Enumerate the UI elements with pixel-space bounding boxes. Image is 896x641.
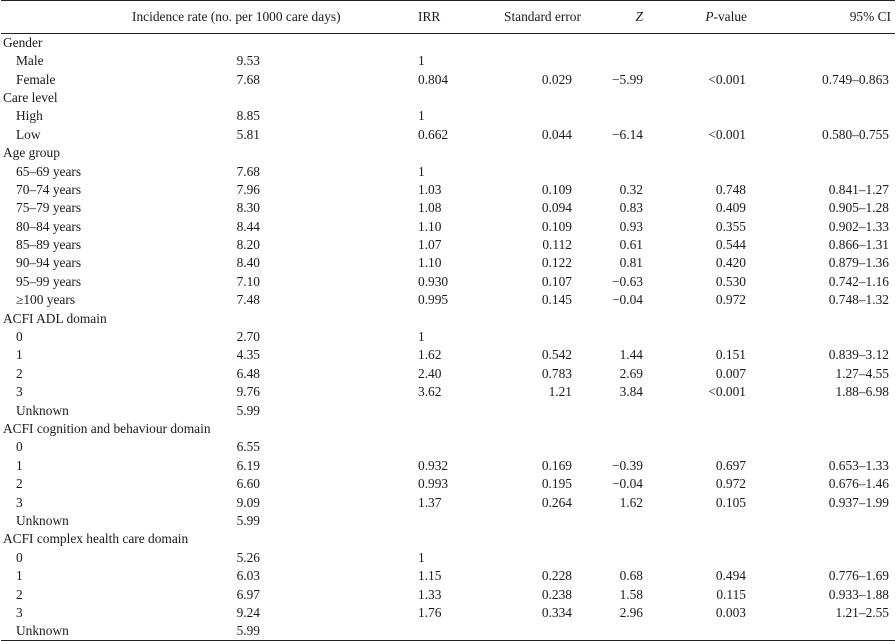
z-cell: 3.84 bbox=[619, 384, 643, 400]
row-label: Male bbox=[16, 53, 44, 69]
z-cell bbox=[583, 107, 667, 125]
confidence-interval-cell: 0.776–1.69 bbox=[828, 568, 889, 584]
p-value-cell: 0.544 bbox=[715, 237, 746, 253]
z-cell bbox=[583, 328, 667, 346]
z-cell: 0.32 bbox=[619, 181, 643, 197]
group-header-row bbox=[1, 89, 895, 107]
group-label: Gender bbox=[3, 35, 43, 50]
confidence-interval-cell: 0.748–1.32 bbox=[828, 292, 889, 308]
z-cell: −6.14 bbox=[612, 126, 643, 142]
table-row bbox=[1, 604, 895, 622]
incidence-rate-cell: 9.76 bbox=[236, 384, 260, 400]
incidence-rate-cell: 7.68 bbox=[236, 71, 260, 87]
table-row bbox=[1, 493, 895, 511]
irr-cell: 0.995 bbox=[418, 292, 449, 308]
z-cell: 0.83 bbox=[619, 200, 643, 216]
confidence-interval-cell bbox=[763, 107, 895, 125]
irr-cell: 1 bbox=[418, 53, 425, 69]
confidence-interval-cell: 0.866–1.31 bbox=[828, 237, 889, 253]
table-row bbox=[1, 475, 895, 493]
row-label: 90–94 years bbox=[16, 255, 82, 271]
z-cell: 1.58 bbox=[619, 586, 643, 602]
group-label: Age group bbox=[3, 145, 60, 161]
p-value-cell: 0.530 bbox=[715, 273, 746, 289]
p-value-cell bbox=[667, 328, 763, 346]
p-value-cell: 0.409 bbox=[715, 200, 746, 216]
confidence-interval-cell bbox=[763, 438, 895, 456]
irr-cell: 1.08 bbox=[418, 200, 442, 216]
incidence-rate-cell: 2.70 bbox=[236, 329, 260, 345]
table-row bbox=[1, 70, 895, 88]
z-cell: 0.81 bbox=[619, 255, 643, 271]
standard-error-cell: 0.109 bbox=[541, 218, 572, 234]
standard-error-cell: 0.334 bbox=[541, 604, 572, 620]
table-row bbox=[1, 162, 895, 180]
standard-error-cell: 0.044 bbox=[541, 126, 572, 142]
standard-error-cell: 0.145 bbox=[541, 292, 572, 308]
header-z-label: Z bbox=[635, 9, 643, 24]
standard-error-cell bbox=[478, 401, 583, 419]
standard-error-cell: 0.094 bbox=[541, 200, 572, 216]
header-z bbox=[583, 1, 667, 34]
z-cell: −0.63 bbox=[612, 273, 643, 289]
z-cell: 0.93 bbox=[619, 218, 643, 234]
row-label: Unknown bbox=[16, 402, 69, 418]
incidence-rate-cell: 5.81 bbox=[236, 126, 260, 142]
confidence-interval-cell bbox=[763, 622, 895, 641]
z-cell: −0.39 bbox=[612, 457, 643, 473]
irr-cell: 1.33 bbox=[418, 586, 442, 602]
standard-error-cell: 0.122 bbox=[541, 255, 572, 271]
table-row bbox=[1, 181, 895, 199]
z-cell: 1.62 bbox=[619, 494, 643, 510]
incidence-rate-cell: 8.30 bbox=[236, 200, 260, 216]
confidence-interval-cell: 0.879–1.36 bbox=[828, 255, 889, 271]
standard-error-cell bbox=[478, 438, 583, 456]
table-row bbox=[1, 291, 895, 309]
row-label: 3 bbox=[16, 494, 23, 510]
z-cell: −0.04 bbox=[612, 292, 643, 308]
standard-error-cell: 0.029 bbox=[541, 71, 572, 87]
confidence-interval-cell: 0.749–0.863 bbox=[822, 71, 889, 87]
row-label: 0 bbox=[16, 329, 23, 345]
irr-cell: 0.662 bbox=[418, 126, 449, 142]
confidence-interval-cell: 0.905–1.28 bbox=[828, 200, 889, 216]
group-header-row bbox=[1, 420, 895, 438]
incidence-rate-cell: 9.09 bbox=[236, 494, 260, 510]
row-label: Unknown bbox=[16, 512, 69, 528]
irr-cell: 1.10 bbox=[418, 218, 442, 234]
irr-cell: 1.76 bbox=[418, 604, 442, 620]
standard-error-cell: 0.783 bbox=[541, 365, 572, 381]
p-value-cell: 0.007 bbox=[715, 365, 746, 381]
irr-cell: 0.993 bbox=[418, 476, 449, 492]
table-row bbox=[1, 383, 895, 401]
p-value-cell: <0.001 bbox=[708, 384, 746, 400]
table-row bbox=[1, 199, 895, 217]
incidence-rate-cell: 9.24 bbox=[236, 604, 260, 620]
irr-cell: 0.930 bbox=[418, 273, 449, 289]
standard-error-cell: 0.112 bbox=[542, 237, 572, 253]
row-label: 2 bbox=[16, 476, 23, 492]
table-row bbox=[1, 218, 895, 236]
irr-cell: 1 bbox=[418, 108, 425, 124]
table-row bbox=[1, 346, 895, 364]
incidence-rate-cell: 7.68 bbox=[236, 163, 260, 179]
p-value-cell: 0.355 bbox=[715, 218, 746, 234]
group-label: Care level bbox=[3, 89, 58, 105]
incidence-rate-cell: 5.99 bbox=[236, 512, 260, 528]
irr-cell: 1.07 bbox=[418, 237, 442, 253]
confidence-interval-cell: 0.839–3.12 bbox=[828, 347, 889, 363]
header-irr: IRR bbox=[390, 1, 478, 34]
row-label: Unknown bbox=[1, 622, 132, 641]
incidence-rate-cell: 8.85 bbox=[236, 108, 260, 124]
z-cell bbox=[583, 512, 667, 530]
row-label: Low bbox=[16, 126, 41, 142]
table-row bbox=[1, 52, 895, 70]
header-confidence-interval: 95% CI bbox=[763, 1, 895, 34]
p-value-cell: <0.001 bbox=[708, 126, 746, 142]
irr-cell: 1.62 bbox=[418, 347, 442, 363]
row-label: 3 bbox=[16, 384, 23, 400]
standard-error-cell: 0.109 bbox=[541, 181, 572, 197]
row-label: 75–79 years bbox=[16, 200, 82, 216]
header-variable bbox=[1, 1, 132, 34]
confidence-interval-cell: 0.580–0.755 bbox=[822, 126, 889, 142]
standard-error-cell: 0.169 bbox=[541, 457, 572, 473]
p-value-cell: 0.972 bbox=[715, 476, 746, 492]
p-value-cell: 0.003 bbox=[715, 604, 746, 620]
z-cell bbox=[583, 438, 667, 456]
confidence-interval-cell bbox=[763, 549, 895, 567]
standard-error-cell bbox=[478, 107, 583, 125]
p-value-cell: 0.151 bbox=[715, 347, 746, 363]
group-label: ACFI cognition and behaviour domain bbox=[3, 421, 211, 436]
row-label: 80–84 years bbox=[16, 218, 82, 234]
table-body bbox=[1, 34, 895, 641]
p-value-cell: <0.001 bbox=[708, 71, 746, 87]
header-p-italic: P bbox=[705, 9, 714, 24]
p-value-cell bbox=[667, 549, 763, 567]
z-cell: 0.68 bbox=[619, 568, 643, 584]
z-cell bbox=[583, 622, 667, 641]
incidence-rate-cell: 6.48 bbox=[236, 365, 260, 381]
standard-error-cell bbox=[478, 162, 583, 180]
confidence-interval-cell bbox=[763, 512, 895, 530]
row-label: 2 bbox=[16, 586, 23, 602]
confidence-interval-cell bbox=[763, 162, 895, 180]
p-value-cell bbox=[667, 401, 763, 419]
group-label: ACFI ADL domain bbox=[3, 310, 107, 326]
irr-cell: 1.37 bbox=[418, 494, 442, 510]
irr-cell: 1 bbox=[418, 163, 425, 179]
p-value-cell: 0.697 bbox=[715, 457, 746, 473]
confidence-interval-cell bbox=[763, 401, 895, 419]
z-cell: 2.96 bbox=[619, 604, 643, 620]
irr-cell: 2.40 bbox=[418, 365, 442, 381]
standard-error-cell: 0.195 bbox=[541, 476, 572, 492]
row-label: 65–69 years bbox=[16, 163, 82, 179]
incidence-rate-cell: 5.26 bbox=[236, 549, 260, 565]
group-label: ACFI complex health care domain bbox=[3, 531, 189, 547]
table-row bbox=[1, 254, 895, 272]
incidence-rate-cell: 6.19 bbox=[236, 457, 260, 473]
results-table bbox=[1, 0, 895, 641]
confidence-interval-cell: 0.937–1.99 bbox=[828, 494, 889, 510]
table-row bbox=[1, 512, 895, 530]
group-header-row bbox=[1, 530, 895, 548]
irr-cell: 0.804 bbox=[418, 71, 449, 87]
row-label: ≥100 years bbox=[16, 292, 76, 308]
row-label: High bbox=[16, 108, 43, 124]
header-p-suffix: -value bbox=[713, 9, 747, 24]
irr-cell: 0.932 bbox=[418, 457, 449, 473]
row-label: 0 bbox=[16, 439, 23, 455]
irr-cell: 1.10 bbox=[418, 255, 442, 271]
table-row bbox=[1, 567, 895, 585]
irr-cell: 3.62 bbox=[418, 384, 442, 400]
confidence-interval-cell: 1.27–4.55 bbox=[835, 365, 889, 381]
z-cell bbox=[583, 52, 667, 70]
table-row bbox=[1, 126, 895, 144]
table-row bbox=[1, 107, 895, 125]
standard-error-cell bbox=[478, 512, 583, 530]
incidence-rate-cell: 6.03 bbox=[236, 568, 260, 584]
irr-cell bbox=[390, 512, 478, 530]
table-row bbox=[1, 365, 895, 383]
irr-cell bbox=[390, 401, 478, 419]
p-value-cell: 0.115 bbox=[716, 586, 746, 602]
standard-error-cell: 0.542 bbox=[541, 347, 572, 363]
table-row bbox=[1, 622, 895, 641]
incidence-rate-cell: 5.99 bbox=[236, 402, 260, 418]
irr-cell bbox=[390, 438, 478, 456]
z-cell: 0.61 bbox=[619, 237, 643, 253]
incidence-rate-cell: 8.44 bbox=[236, 218, 260, 234]
p-value-cell: 0.494 bbox=[715, 568, 746, 584]
row-label: 85–89 years bbox=[16, 237, 82, 253]
z-cell: −5.99 bbox=[612, 71, 643, 87]
p-value-cell: 0.748 bbox=[715, 181, 746, 197]
row-label: 2 bbox=[16, 365, 23, 381]
row-label: 70–74 years bbox=[16, 181, 82, 197]
table-row bbox=[1, 273, 895, 291]
incidence-rate-cell: 7.10 bbox=[236, 273, 260, 289]
p-value-cell bbox=[667, 512, 763, 530]
header-incidence-rate: Incidence rate (no. per 1000 care days) bbox=[132, 1, 390, 34]
standard-error-cell: 0.264 bbox=[541, 494, 572, 510]
irr-cell: 1 bbox=[418, 549, 425, 565]
standard-error-cell bbox=[478, 549, 583, 567]
row-label: 0 bbox=[16, 549, 23, 565]
p-value-cell: 0.105 bbox=[715, 494, 746, 510]
confidence-interval-cell: 0.676–1.46 bbox=[828, 476, 889, 492]
group-header-row bbox=[1, 309, 895, 327]
p-value-cell bbox=[667, 438, 763, 456]
p-value-cell bbox=[667, 622, 763, 641]
confidence-interval-cell: 0.742–1.16 bbox=[828, 273, 889, 289]
incidence-rate-cell: 9.53 bbox=[236, 53, 260, 69]
confidence-interval-cell bbox=[763, 52, 895, 70]
table-row bbox=[1, 236, 895, 254]
table-row bbox=[1, 585, 895, 603]
z-cell bbox=[583, 162, 667, 180]
row-label: 1 bbox=[16, 457, 23, 473]
p-value-cell: 0.972 bbox=[715, 292, 746, 308]
z-cell: 2.69 bbox=[619, 365, 643, 381]
confidence-interval-cell: 1.88–6.98 bbox=[835, 384, 889, 400]
header-p-value bbox=[667, 1, 763, 34]
standard-error-cell: 0.238 bbox=[541, 586, 572, 602]
standard-error-cell: 1.21 bbox=[548, 384, 572, 400]
standard-error-cell bbox=[478, 622, 583, 641]
irr-cell bbox=[390, 622, 478, 641]
standard-error-cell: 0.107 bbox=[541, 273, 572, 289]
incidence-rate-cell: 7.96 bbox=[236, 181, 260, 197]
table-row bbox=[1, 438, 895, 456]
z-cell: −0.04 bbox=[612, 476, 643, 492]
confidence-interval-cell: 1.21–2.55 bbox=[835, 604, 889, 620]
confidence-interval-cell: 0.933–1.88 bbox=[828, 586, 889, 602]
header-row bbox=[1, 1, 895, 34]
row-label: 95–99 years bbox=[16, 273, 82, 289]
confidence-interval-cell bbox=[763, 328, 895, 346]
incidence-rate-cell: 8.40 bbox=[236, 255, 260, 271]
p-value-cell bbox=[667, 107, 763, 125]
incidence-rate-cell: 5.99 bbox=[132, 622, 390, 641]
standard-error-cell: 0.228 bbox=[541, 568, 572, 584]
irr-cell: 1 bbox=[418, 329, 425, 345]
incidence-rate-cell: 6.97 bbox=[236, 586, 260, 602]
confidence-interval-cell: 0.841–1.27 bbox=[828, 181, 889, 197]
confidence-interval-cell: 0.902–1.33 bbox=[828, 218, 889, 234]
standard-error-cell bbox=[478, 52, 583, 70]
row-label: Female bbox=[16, 71, 56, 87]
z-cell bbox=[583, 401, 667, 419]
table-row bbox=[1, 457, 895, 475]
table-row bbox=[1, 549, 895, 567]
incidence-rate-cell: 8.20 bbox=[236, 237, 260, 253]
incidence-rate-cell: 6.55 bbox=[236, 439, 260, 455]
p-value-cell: 0.420 bbox=[715, 255, 746, 271]
irr-cell: 1.15 bbox=[418, 568, 442, 584]
table-row bbox=[1, 401, 895, 419]
row-label: 1 bbox=[16, 347, 23, 363]
standard-error-cell bbox=[478, 328, 583, 346]
incidence-rate-cell: 7.48 bbox=[236, 292, 260, 308]
group-header-row bbox=[1, 34, 895, 53]
incidence-rate-cell: 4.35 bbox=[236, 347, 260, 363]
z-cell: 1.44 bbox=[619, 347, 643, 363]
confidence-interval-cell: 0.653–1.33 bbox=[828, 457, 889, 473]
header-standard-error: Standard error bbox=[478, 1, 583, 34]
p-value-cell bbox=[667, 162, 763, 180]
incidence-rate-cell: 6.60 bbox=[236, 476, 260, 492]
p-value-cell bbox=[667, 52, 763, 70]
table-row bbox=[1, 328, 895, 346]
table-header bbox=[1, 1, 895, 34]
row-label: 1 bbox=[16, 568, 23, 584]
irr-cell: 1.03 bbox=[418, 181, 442, 197]
group-header-row bbox=[1, 144, 895, 162]
z-cell bbox=[583, 549, 667, 567]
row-label: 3 bbox=[16, 604, 23, 620]
